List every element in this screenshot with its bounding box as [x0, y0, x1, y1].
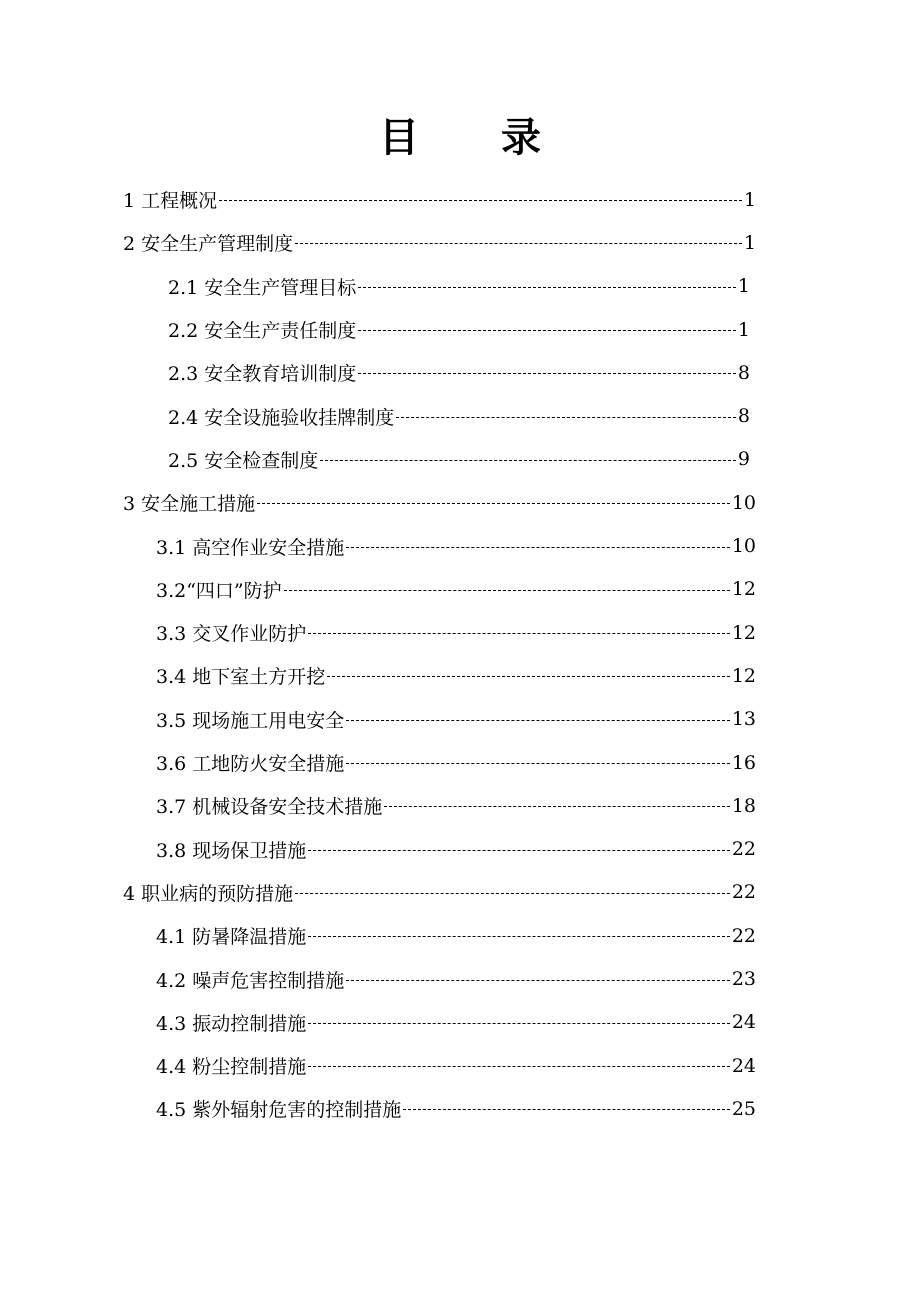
toc-entry[interactable] [123, 178, 756, 221]
toc-entry-page-number: 1 [737, 318, 750, 341]
toc-entry-label: 3.7 机械设备安全技术措施 [156, 796, 383, 819]
toc-entry-label: 4.5 紫外辐射危害的控制措施 [156, 1099, 402, 1122]
toc-entry-label: 3.8 现场保卫措施 [156, 839, 307, 862]
toc-entry[interactable] [168, 351, 750, 394]
toc-leader-line [358, 373, 736, 374]
toc-entry[interactable] [156, 741, 756, 784]
toc-leader-line [358, 287, 736, 288]
toc-entry[interactable] [123, 871, 756, 914]
toc-entry-label: 2.5 安全检查制度 [168, 449, 319, 472]
toc-leader-line [346, 547, 730, 548]
toc-leader-line [308, 936, 730, 937]
toc-entry[interactable] [156, 1087, 756, 1130]
toc-entry-page-number: 10 [731, 535, 756, 558]
toc-leader-line [327, 676, 730, 677]
toc-entry-label: 2.3 安全教育培训制度 [168, 363, 357, 386]
toc-leader-line [346, 720, 730, 721]
toc-entry[interactable] [156, 698, 756, 741]
toc-entry[interactable] [156, 1044, 756, 1087]
toc-entry-page-number: 22 [731, 924, 756, 947]
toc-entry-page-number: 8 [737, 361, 750, 384]
toc-entry-page-number: 9 [737, 448, 750, 471]
page-title: 目 录 [379, 114, 575, 161]
toc-entry[interactable] [156, 828, 756, 871]
toc-entry-label: 3 安全施工措施 [123, 493, 256, 516]
toc-entry-label: 4 职业病的预防措施 [123, 882, 294, 905]
toc-entry-label: 3.4 地下室土方开挖 [156, 666, 326, 689]
toc-entry[interactable] [156, 611, 756, 654]
toc-leader-line [346, 763, 730, 764]
toc-entry-label: 2.1 安全生产管理目标 [168, 276, 357, 299]
toc-entry-page-number: 25 [731, 1097, 756, 1120]
toc-entry-page-number: 10 [731, 491, 756, 514]
toc-entry[interactable] [123, 481, 756, 524]
toc-entry[interactable] [156, 957, 756, 1000]
toc-entry-label: 4.2 噪声危害控制措施 [156, 969, 345, 992]
toc-entry-page-number: 24 [731, 1011, 756, 1034]
toc-entry[interactable] [168, 395, 750, 438]
toc-entry-page-number: 8 [737, 405, 750, 428]
toc-leader-line [219, 200, 742, 201]
toc-entry-label: 3.6 工地防火安全措施 [156, 753, 345, 776]
toc-leader-line [295, 893, 730, 894]
toc-entry[interactable] [156, 524, 756, 567]
toc-entry-page-number: 18 [731, 794, 756, 817]
toc-entry-label: 3.2“四口”防护 [156, 579, 282, 602]
toc-entry[interactable] [156, 654, 756, 697]
toc-entry-page-number: 12 [731, 664, 756, 687]
toc-leader-line [403, 1109, 730, 1110]
toc-entry-page-number: 12 [731, 578, 756, 601]
toc-entry-page-number: 1 [737, 275, 750, 298]
toc-leader-line [346, 980, 730, 981]
toc-leader-line [308, 850, 730, 851]
toc-entry-label: 2.2 安全生产责任制度 [168, 320, 357, 343]
toc-leader-line [295, 243, 742, 244]
toc-entry-page-number: 1 [743, 231, 756, 254]
toc-entry-page-number: 23 [731, 968, 756, 991]
toc-leader-line [308, 1023, 730, 1024]
toc-entry-label: 2.4 安全设施验收挂牌制度 [168, 406, 395, 429]
toc-entry-page-number: 22 [731, 881, 756, 904]
toc-entry[interactable] [168, 438, 750, 481]
toc-entry-page-number: 16 [731, 751, 756, 774]
toc-entry[interactable] [156, 914, 756, 957]
toc-entry[interactable] [156, 1001, 756, 1044]
toc-entry[interactable] [168, 308, 750, 351]
toc-leader-line [384, 806, 730, 807]
toc-leader-line [358, 330, 736, 331]
toc-leader-line [308, 1066, 730, 1067]
toc-entry-label: 3.5 现场施工用电安全 [156, 709, 345, 732]
toc-entry-page-number: 12 [731, 621, 756, 644]
toc-entry[interactable] [123, 221, 756, 264]
toc-entry-page-number: 13 [731, 708, 756, 731]
toc-entry[interactable] [156, 568, 756, 611]
toc-entry-page-number: 24 [731, 1054, 756, 1077]
toc-leader-line [308, 633, 730, 634]
toc-entry-label: 3.1 高空作业安全措施 [156, 536, 345, 559]
toc-entry-label: 4.3 振动控制措施 [156, 1012, 307, 1035]
toc-entry-page-number: 1 [743, 188, 756, 211]
toc-entry-page-number: 22 [731, 838, 756, 861]
toc-entry-label: 1 工程概况 [123, 190, 218, 213]
toc-leader-line [257, 503, 730, 504]
toc-entry-label: 2 安全生产管理制度 [123, 233, 294, 256]
toc-entry[interactable] [156, 784, 756, 827]
toc-entry[interactable] [168, 265, 750, 308]
toc-leader-line [284, 590, 730, 591]
toc-entry-label: 3.3 交叉作业防护 [156, 623, 307, 646]
toc-leader-line [320, 460, 736, 461]
toc-entry-label: 4.4 粉尘控制措施 [156, 1056, 307, 1079]
toc-entry-label: 4.1 防暑降温措施 [156, 926, 307, 949]
toc-leader-line [396, 417, 736, 418]
